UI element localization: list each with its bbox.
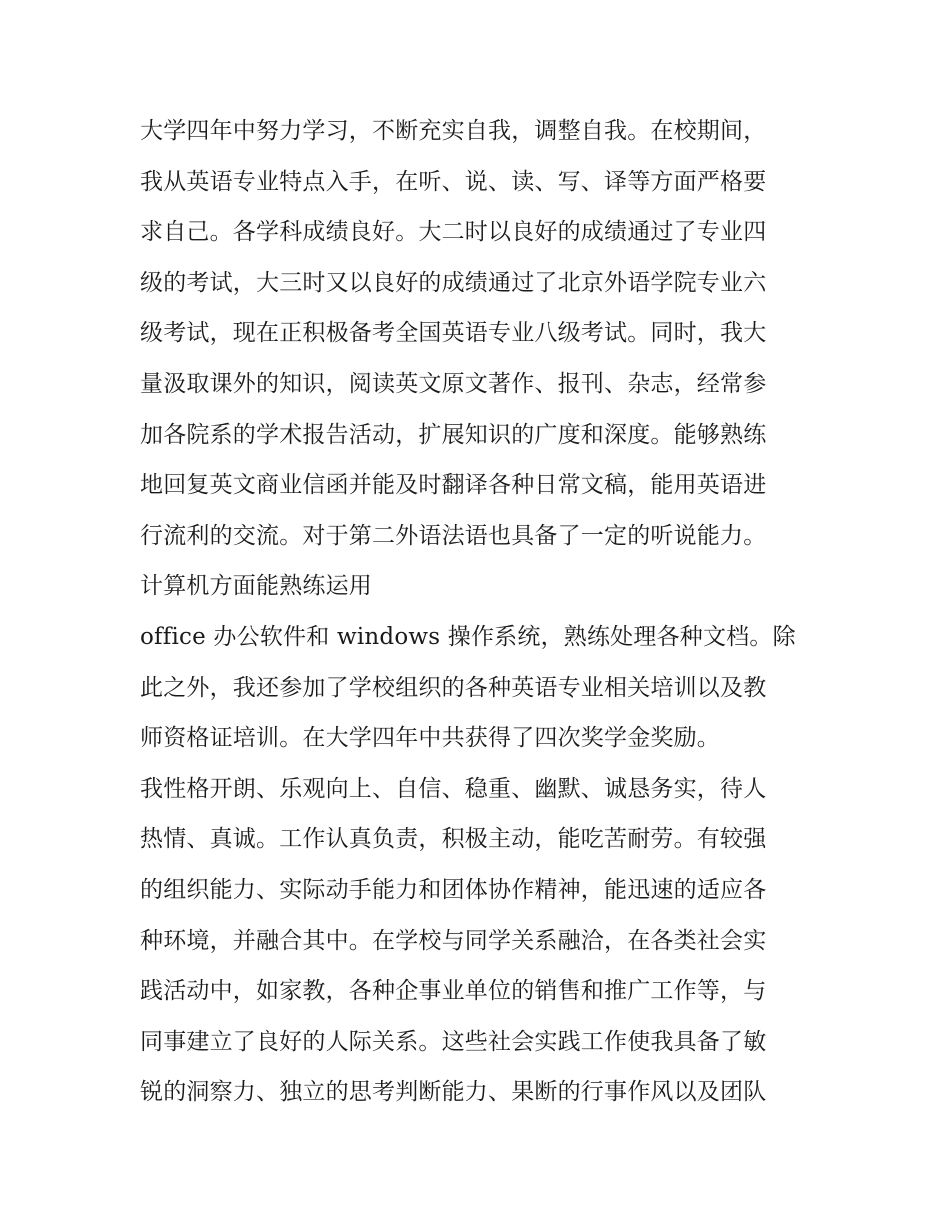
- text-line: office 办公软件和 windows 操作系统，熟练处理各种文档。除: [140, 623, 796, 650]
- text-line: 践活动中，如家教，各种企事业单位的销售和推广工作等，与: [140, 978, 767, 1005]
- text-line: 锐的洞察力、独立的思考判断能力、果断的行事作风以及团队: [140, 1079, 767, 1106]
- text-line: 师资格证培训。在大学四年中共获得了四次奖学金奖励。: [140, 725, 720, 752]
- text-line: 量汲取课外的知识，阅读英文原文著作、报刊、杂志，经常参: [140, 370, 767, 397]
- text-line: 此之外，我还参加了学校组织的各种英语专业相关培训以及教: [140, 674, 767, 701]
- text-line: 种环境，并融合其中。在学校与同学关系融洽，在各类社会实: [140, 927, 767, 954]
- text-line: 行流利的交流。对于第二外语法语也具备了一定的听说能力。: [140, 522, 767, 549]
- body-text: [140, 106, 820, 1118]
- text-line: 我性格开朗、乐观向上、自信、稳重、幽默、诚恳务实，待人: [140, 775, 767, 802]
- text-line: 加各院系的学术报告活动，扩展知识的广度和深度。能够熟练: [140, 421, 767, 448]
- text-line: 级考试，现在正积极备考全国英语专业八级考试。同时，我大: [140, 320, 767, 347]
- text-line: 同事建立了良好的人际关系。这些社会实践工作使我具备了敏: [140, 1028, 767, 1055]
- text-line: 热情、真诚。工作认真负责，积极主动，能吃苦耐劳。有较强: [140, 826, 767, 853]
- text-line: 级的考试，大三时又以良好的成绩通过了北京外语学院专业六: [140, 269, 767, 296]
- text-line: 的组织能力、实际动手能力和团体协作精神，能迅速的适应各: [140, 876, 767, 903]
- text-line: 求自己。各学科成绩良好。大二时以良好的成绩通过了专业四: [140, 219, 767, 246]
- text-line: 地回复英文商业信函并能及时翻译各种日常文稿，能用英语进: [140, 472, 767, 499]
- text-line: 我从英语专业特点入手，在听、说、读、写、译等方面严格要: [140, 168, 767, 195]
- text-line: 计算机方面能熟练运用: [140, 573, 372, 600]
- text-line: 大学四年中努力学习，不断充实自我，调整自我。在校期间，: [140, 118, 767, 144]
